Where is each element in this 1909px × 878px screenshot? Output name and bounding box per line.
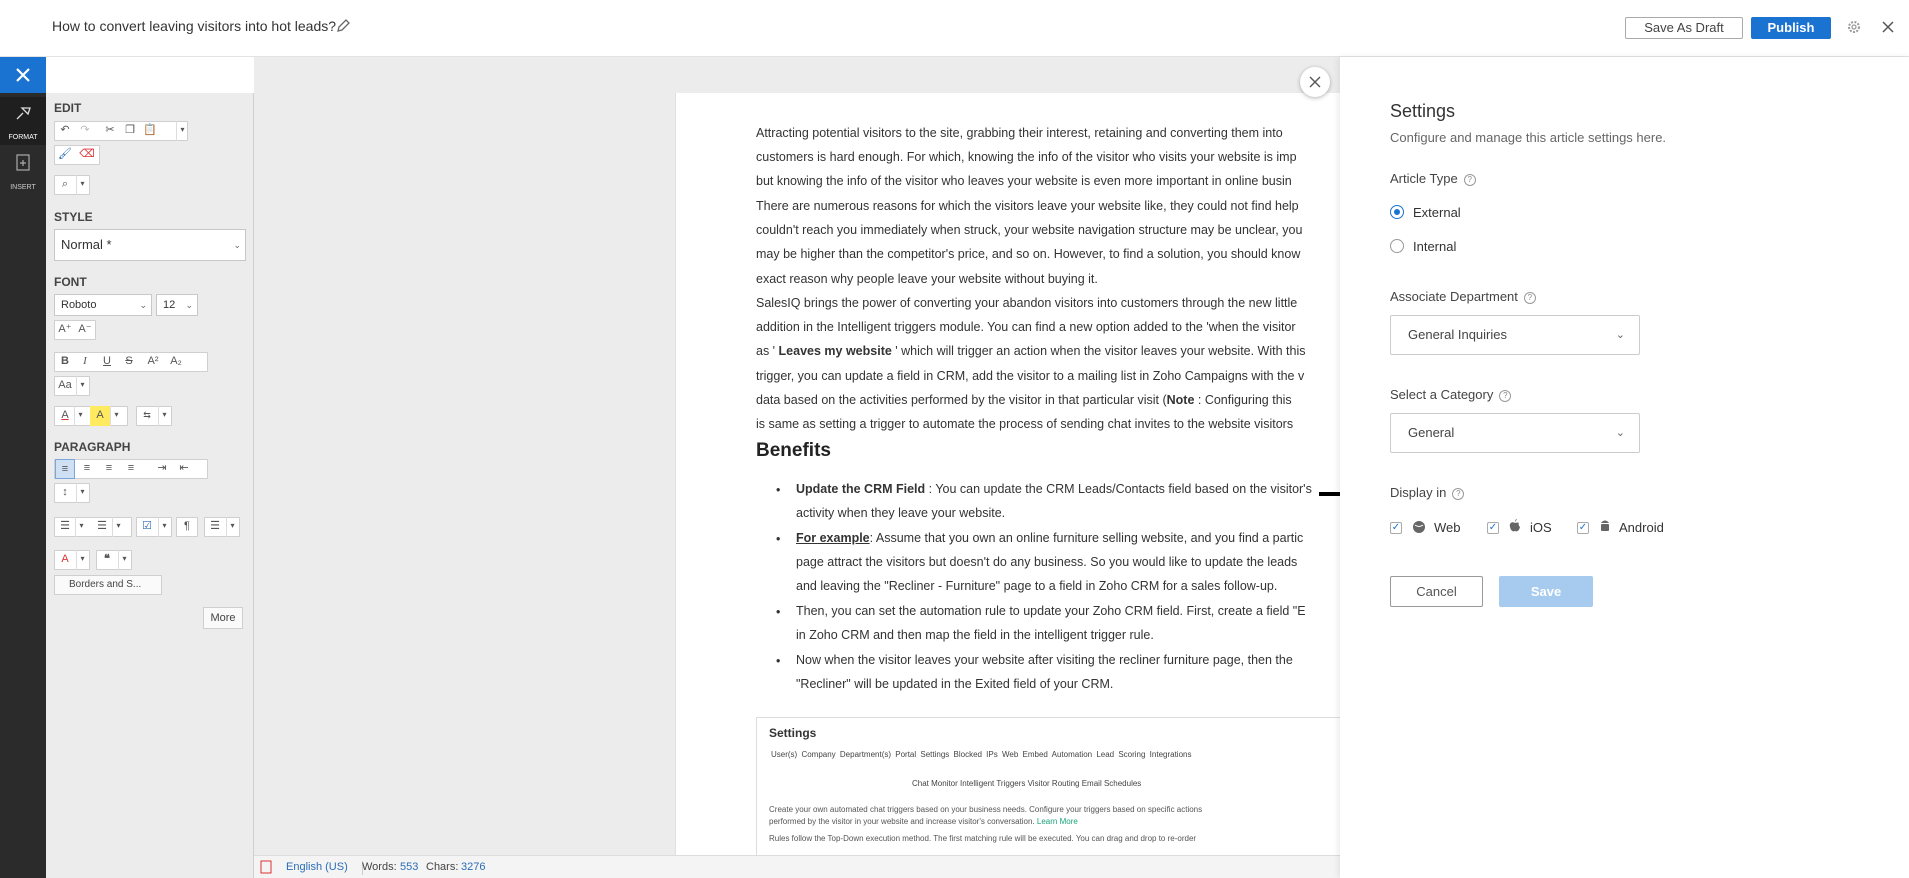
internal-label[interactable]: Internal (1413, 239, 1457, 254)
paragraph-line: couldn't reach you immediately when struck, your website navigation structure may be unclear, you (756, 223, 1303, 237)
android-icon (1599, 519, 1611, 533)
ios-checkbox[interactable]: ✓ (1488, 522, 1498, 533)
chevron-down-icon: ⌄ (233, 240, 241, 250)
paste-options-dropdown[interactable]: ▾ (176, 121, 188, 141)
department-select[interactable] (1390, 315, 1640, 355)
internal-radio[interactable] (1390, 239, 1404, 253)
list-item-cont: and leaving the "Recliner - Furniture" page to a field in Zoho CRM for a sales follow-up. (796, 579, 1278, 593)
document-page[interactable] (675, 93, 1340, 855)
close-icon (1309, 76, 1321, 88)
font-family-value: Roboto (61, 299, 97, 311)
checklist-icon[interactable]: ☑ (142, 520, 152, 532)
rail-insert-label: INSERT (10, 184, 36, 191)
font-section-title: FONT (54, 275, 87, 289)
format-painter-icon[interactable]: 🖌 (58, 148, 72, 160)
save-as-draft-button[interactable]: Save As Draft (1625, 17, 1743, 39)
align-right-icon[interactable]: ≡ (105, 462, 113, 474)
line-height-dropdown[interactable]: ▾ (76, 483, 88, 503)
close-icon[interactable] (1881, 20, 1895, 34)
copy-icon[interactable]: ❐ (125, 124, 135, 136)
decrease-font-icon[interactable]: A⁻ (78, 323, 92, 335)
paragraph-line: may be higher than the competitor's price, and so on. However, to find a solution, you should know (756, 247, 1301, 261)
style-select[interactable] (54, 229, 246, 261)
strikethrough-icon[interactable]: S (125, 355, 133, 367)
close-editor-button[interactable] (0, 57, 46, 93)
borders-and-shading-button[interactable]: Borders and S... (54, 575, 162, 595)
help-icon[interactable]: ? (1499, 390, 1511, 402)
publish-button[interactable]: Publish (1751, 17, 1831, 39)
list-item-cont: "Recliner" will be updated in the Exited field of your CRM. (796, 677, 1114, 691)
list-item-cont: activity when they leave your website. (796, 506, 1006, 520)
top-bar (0, 0, 1909, 57)
help-icon[interactable]: ? (1464, 174, 1476, 186)
embed-rules-text: Rules follow the Top-Down execution method. The first matching rule will be executed. You can drag and drop to re-order (769, 834, 1197, 843)
text-direction-icon[interactable]: ⇆ (143, 410, 151, 420)
bold-icon[interactable]: B (61, 355, 69, 367)
web-label[interactable]: Web (1434, 520, 1461, 535)
style-value: Normal * (61, 237, 112, 252)
pencil-icon[interactable] (336, 19, 350, 33)
indent-icon[interactable]: ⇥ (157, 462, 167, 474)
paragraph-line: addition in the Intelligent triggers module. You can find a new option added to the 'when the visitor (756, 320, 1296, 334)
embed-description: Create your own automated chat triggers based on your business needs. Configure your triggers based on specific actions performed by the visitor in your website and increase visitor's conversation. Learn More (769, 805, 1203, 826)
font-color-dropdown[interactable]: ▾ (74, 406, 86, 426)
embed-title: Settings (769, 726, 817, 740)
pilcrow-icon[interactable]: ¶ (184, 520, 190, 532)
more-button[interactable]: More (203, 607, 243, 629)
outdent-icon[interactable]: ⇤ (179, 462, 189, 474)
embedded-screenshot[interactable] (756, 717, 1340, 855)
android-label[interactable]: Android (1619, 520, 1664, 535)
justify-icon[interactable]: ≡ (127, 462, 135, 474)
bullet-dot: • (776, 654, 781, 668)
rail-format-tab[interactable] (0, 97, 46, 145)
text-case-icon[interactable]: Aa (58, 379, 72, 391)
embed-tabs: User(s) Company Department(s) Portal Settings Blocked IPs Web Embed Automation Lead Scoring Integrations (771, 750, 1192, 759)
note-label: Note (1166, 393, 1195, 407)
paragraph-line: exact reason why people leave your website without buying it. (756, 272, 1098, 286)
embed-subtabs: Chat Monitor Intelligent Triggers Visitor Routing Email Schedules (912, 779, 1142, 788)
text-case-dropdown[interactable]: ▾ (76, 376, 88, 396)
redo-icon[interactable]: ↷ (80, 124, 90, 136)
apple-icon (1509, 519, 1521, 533)
font-color-icon[interactable]: A (61, 409, 69, 421)
paragraph-line: SalesIQ brings the power of converting your abandon visitors into customers through the new little (756, 296, 1298, 310)
paragraph-line: as ' Leaves my website ' which will trigger an action when the visitor leaves your website. With this (756, 344, 1306, 358)
font-size-select[interactable] (156, 294, 198, 316)
external-label[interactable]: External (1413, 205, 1461, 220)
gear-icon[interactable] (1846, 19, 1862, 35)
article-title[interactable]: How to convert leaving visitors into hot leads? (52, 18, 337, 34)
department-value: General Inquiries (1408, 327, 1507, 342)
settings-subtitle: Configure and manage this article settings here. (1390, 130, 1667, 145)
cancel-button[interactable]: Cancel (1390, 576, 1483, 607)
list-item: Now when the visitor leaves your website after visiting the recliner furniture page, then the (796, 653, 1293, 667)
settings-title: Settings (1390, 101, 1456, 121)
style-section-title: STYLE (54, 210, 93, 224)
associate-department-label: Associate Department ? (1390, 289, 1536, 304)
language-label[interactable]: English (US) (286, 861, 348, 873)
paste-icon[interactable]: 📋 (143, 124, 157, 136)
document-status-icon[interactable] (260, 860, 272, 874)
list-item: For example: Assume that you own an online furniture selling website, and you find a partic (796, 531, 1304, 545)
list-item: Update the CRM Field : You can update the CRM Leads/Contacts field based on the visitor's (796, 482, 1312, 496)
highlight-dropdown[interactable]: ▾ (110, 406, 122, 426)
ios-label[interactable]: iOS (1530, 520, 1552, 535)
insert-icon (14, 153, 32, 173)
paragraph-line: Attracting potential visitors to the site, grabbing their interest, retaining and converting them into (756, 126, 1283, 140)
bold-phrase: Leaves my website (778, 344, 892, 358)
select-category-label: Select a Category ? (1390, 387, 1511, 402)
rail-insert-tab[interactable] (0, 147, 46, 195)
chevron-down-icon: ⌄ (139, 300, 147, 310)
format-panel (46, 93, 254, 878)
line-height-icon[interactable]: ↕ (62, 486, 68, 498)
superscript-icon[interactable]: A² (147, 355, 159, 367)
clear-format-icon[interactable]: ⌫ (79, 148, 95, 160)
list-item-cont: page attract the visitors but doesn't do any business. So you would like to update the leads (796, 555, 1298, 569)
paragraph-line: There are numerous reasons for which the visitors leave your website like, they could not find help (756, 199, 1299, 213)
italic-icon[interactable]: I (83, 355, 87, 367)
find-dropdown[interactable]: ▾ (76, 175, 88, 195)
font-family-select[interactable] (54, 294, 152, 316)
article-type-label: Article Type ? (1390, 171, 1476, 186)
font-size-value: 12 (163, 299, 176, 311)
quote-icon[interactable]: ❝ (104, 553, 110, 565)
quote-dropdown[interactable]: ▾ (118, 550, 130, 570)
list-item-cont: in Zoho CRM and then map the field in the intelligent trigger rule. (796, 628, 1154, 642)
chevron-down-icon: ⌄ (185, 300, 193, 310)
category-select[interactable] (1390, 413, 1640, 453)
close-icon (15, 67, 31, 83)
words-label: Words: (362, 861, 397, 873)
block-format-icon[interactable]: ☰ (210, 520, 220, 532)
numbered-list-dropdown[interactable]: ▾ (112, 517, 124, 537)
undo-icon[interactable]: ↶ (60, 124, 70, 136)
text-direction-dropdown[interactable]: ▾ (158, 406, 170, 426)
settings-panel (1340, 57, 1909, 878)
save-button[interactable]: Save (1499, 576, 1593, 607)
benefits-heading: Benefits (756, 440, 831, 461)
brush-icon (13, 103, 33, 123)
block-format-dropdown[interactable]: ▾ (226, 517, 238, 537)
chevron-down-icon: ⌄ (1615, 329, 1625, 341)
display-in-label: Display in ? (1390, 485, 1464, 500)
paragraph-section-title: PARAGRAPH (54, 440, 131, 454)
globe-icon (1412, 520, 1426, 534)
word-count: 553 (400, 861, 419, 873)
bullet-list-icon[interactable]: ☰ (60, 520, 70, 532)
help-icon[interactable]: ? (1452, 488, 1464, 500)
bullet-dot: • (776, 483, 781, 497)
bullet-dot: • (776, 532, 781, 546)
paragraph-line: trigger, you can update a field in CRM, add the visitor to a mailing list in Zoho Campaigns with the v (756, 369, 1305, 383)
category-value: General (1408, 425, 1455, 440)
help-icon[interactable]: ? (1524, 292, 1536, 304)
spellcheck-icon[interactable]: A (61, 553, 69, 565)
status-bar (254, 855, 1340, 878)
checklist-dropdown[interactable]: ▾ (158, 517, 170, 537)
increase-font-icon[interactable]: A⁺ (58, 323, 72, 335)
numbered-list-icon[interactable]: ☰ (97, 520, 107, 532)
android-checkbox[interactable]: ✓ (1578, 522, 1588, 533)
bullet-list-dropdown[interactable]: ▾ (75, 517, 87, 537)
spellcheck-dropdown[interactable]: ▾ (76, 550, 88, 570)
rail-format-label: FORMAT (8, 134, 38, 141)
subscript-icon[interactable]: A₂ (170, 355, 182, 367)
external-radio[interactable] (1390, 205, 1404, 219)
web-checkbox[interactable]: ✓ (1391, 522, 1401, 533)
paragraph-line: but knowing the info of the visitor who leaves your website is even more important in online busin (756, 174, 1292, 188)
edit-section-title: EDIT (54, 101, 82, 115)
paragraph-line: data based on the activities performed by the visitor in that particular visit (Note : Configuring this (756, 393, 1292, 407)
chars-label: Chars: (426, 861, 459, 873)
find-replace-icon[interactable]: ⌕ (61, 178, 69, 190)
highlight-color-icon[interactable]: A (90, 406, 110, 426)
underline-icon[interactable]: U (103, 355, 111, 367)
paragraph-line: customers is hard enough. For which, knowing the info of the visitor who visits your website is imp (756, 150, 1297, 164)
paragraph-line: is same as setting a trigger to automate the process of sending chat invites to the website visitors (756, 417, 1294, 431)
bullet-dot: • (776, 605, 781, 619)
align-center-icon[interactable]: ≡ (83, 462, 91, 474)
close-settings-button[interactable] (1300, 67, 1330, 97)
chevron-down-icon: ⌄ (1615, 427, 1625, 439)
char-count: 3276 (461, 861, 486, 873)
list-item: Then, you can set the automation rule to update your Zoho CRM field. First, create a field "E (796, 604, 1306, 618)
align-left-icon[interactable]: ≡ (55, 459, 75, 479)
cut-icon[interactable]: ✂ (105, 124, 115, 136)
